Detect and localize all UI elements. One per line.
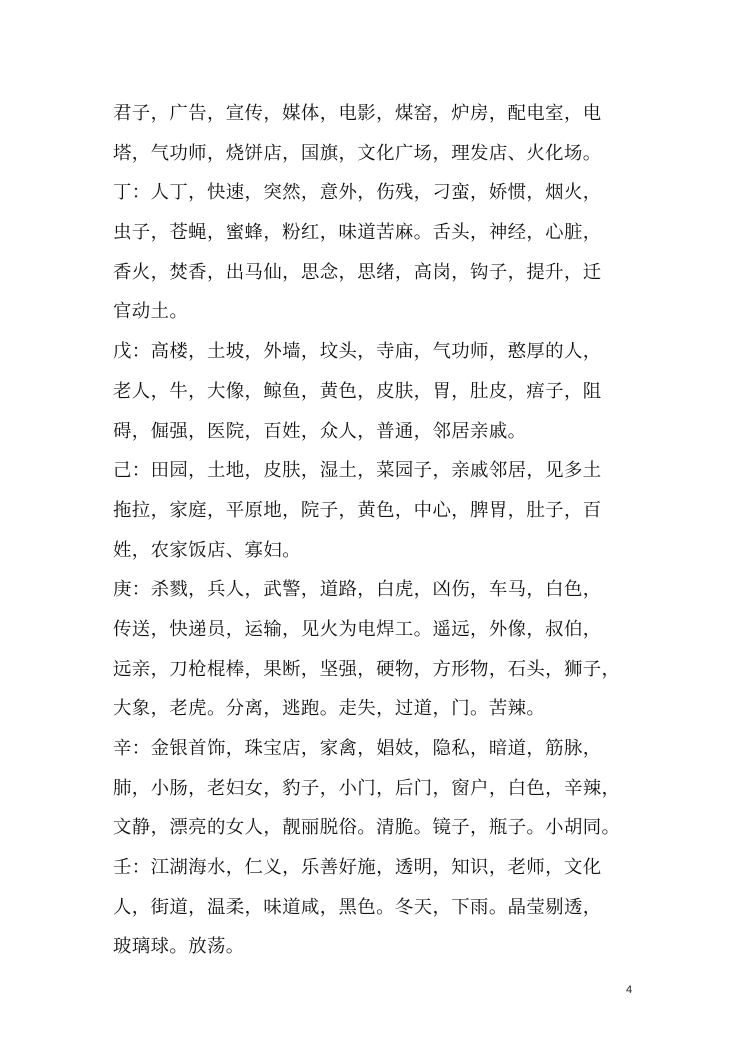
text-line: 碍，倔强，医院，百姓，众人，普通，邻居亲戚。 — [113, 420, 527, 442]
text-line: 人，街道，温柔，味道咸，黑色。冬天，下雨。晶莹剔透， — [113, 896, 602, 918]
text-line: 老人，牛，大像，鲸鱼，黄色，皮肤，胃，肚皮，痦子，阻 — [113, 380, 602, 402]
text-line: 姓，农家饭店、寡妇。 — [113, 539, 301, 561]
text-line: 传送，快递员，运输，见火为电焊工。遥远，外像，叔伯， — [113, 618, 602, 640]
text-line: 远亲，刀枪棍棒，果断，坚强，硬物，方形物，石头，狮子， — [113, 658, 621, 680]
text-line: 壬：江湖海水，仁义，乐善好施，透明，知识，老师，文化 — [113, 857, 602, 879]
text-line: 辛：金银首饰，珠宝店，家禽，娼妓，隐私，暗道，筋脉， — [113, 738, 602, 759]
text-line: 玻璃球。放荡。 — [113, 936, 245, 958]
text-line: 虫子，苍蝇，蜜蜂，粉红，味道苦麻。舌头，神经，心脏， — [113, 222, 602, 244]
page-number: 4 — [626, 984, 633, 996]
text-line: 官动土。 — [113, 301, 189, 323]
document-body — [113, 94, 639, 967]
text-line: 香火，焚香，出马仙，思念，思绪，高岗，钩子，提升，迁 — [113, 261, 602, 283]
text-line: 庚：杀戮，兵人，武警，道路，白虎，凶伤，车马，白色， — [113, 579, 602, 601]
text-line: 拖拉，家庭，平原地，院子，黄色，中心，脾胃，肚子，百 — [113, 499, 602, 521]
text-line: 大象，老虎。分离，逃跑。走失，过道，门。苦辣。 — [113, 698, 546, 720]
text-line: 己：田园，土地，皮肤，湿土，菜园子，亲戚邻居，见多土 — [113, 460, 602, 482]
text-line: 君子，广告，宣传，媒体，电影，煤窑，炉房，配电室，电 — [113, 103, 602, 124]
text-line: 戊：高楼，土坡，外墙，坟头，寺庙，气功师，憨厚的人， — [113, 341, 602, 363]
text-line: 肺，小肠，老妇女，豹子，小门，后门，窗户，白色，辛辣， — [113, 777, 621, 799]
text-line: 塔，气功师，烧饼店，国旗，文化广场，理发店、火化场。 — [113, 142, 602, 164]
text-line: 丁：人丁，快速，突然，意外，伤残，刁蛮，娇惯，烟火， — [113, 182, 602, 204]
text-line: 文静，漂亮的女人，靓丽脱俗。清脆。镜子，瓶子。小胡同。 — [113, 817, 621, 839]
